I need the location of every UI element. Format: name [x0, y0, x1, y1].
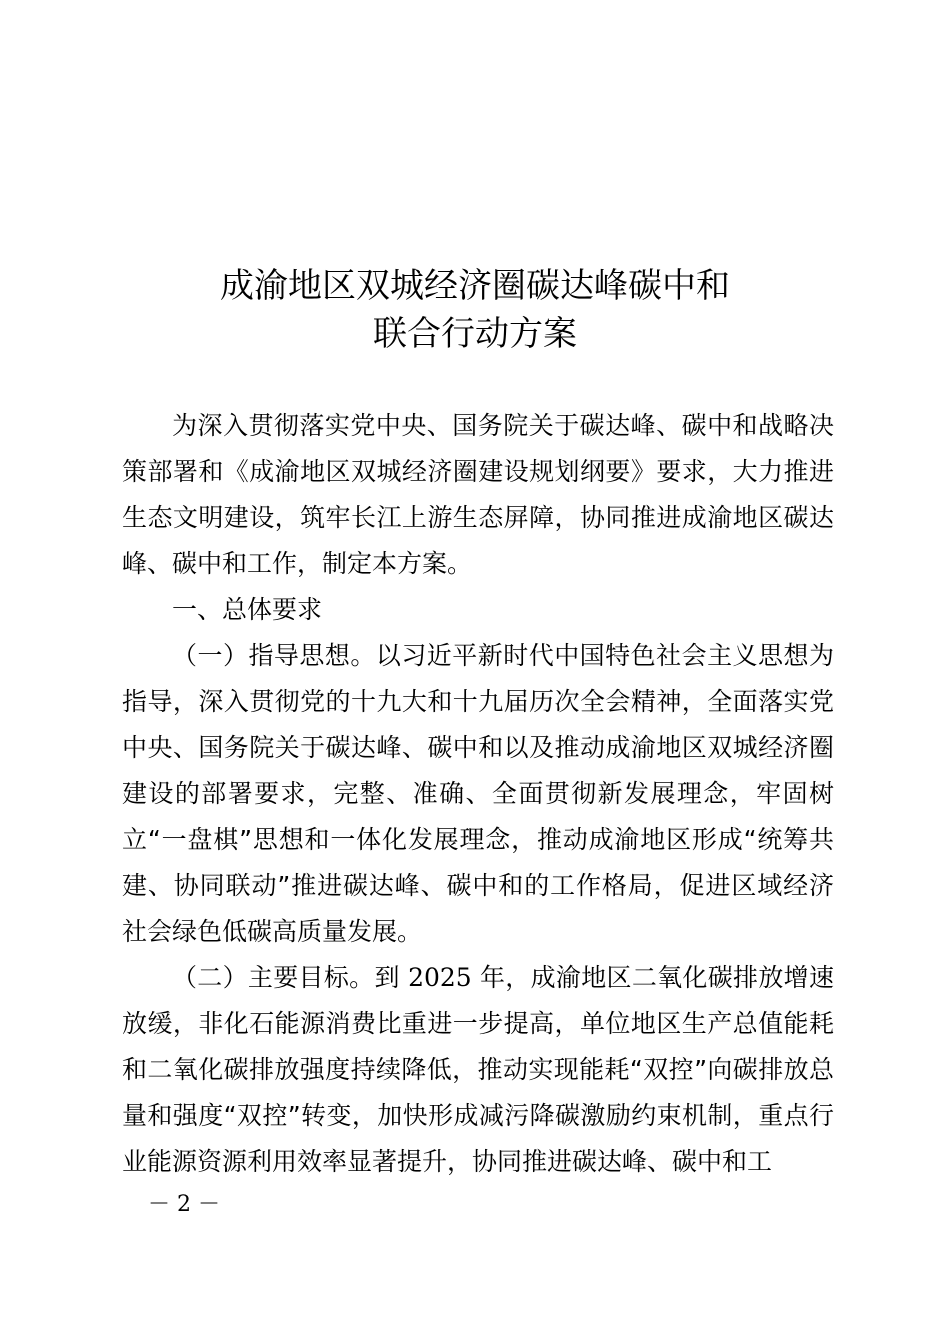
guiding-thought-paragraph: （一）指导思想。以习近平新时代中国特色社会主义思想为指导，深入贯彻党的十九大和十九届历次全会精神，全面落实党中央、国务院关于碳达峰、碳中和以及推动成渝地区双城经济圈建设的部署要求，完整、准确、全面贯彻新发展理念，牢固树立“一盘棋”思想和一体化发展理念，推动成渝地区形成“统筹共建、协同联动”推进碳达峰、碳中和的工作格局，促进区域经济社会绿色低碳高质量发展。: [122, 641, 834, 946]
document-title: [0, 262, 950, 358]
document-body: [122, 403, 834, 1185]
target-year: 2025: [408, 963, 472, 992]
page-number: － 2 －: [148, 1192, 220, 1217]
intro-paragraph: 为深入贯彻落实党中央、国务院关于碳达峰、碳中和战略决策部署和《成渝地区双城经济圈建设规划纲要》要求，大力推进生态文明建设，筑牢长江上游生态屏障，协同推进成渝地区碳达峰、碳中和工作，制定本方案。: [122, 411, 834, 578]
title-line-2: 联合行动方案: [373, 314, 577, 354]
main-goals-text: 年，成渝地区二氧化碳排放增速放缓，非化石能源消费比重进一步提高，单位地区生产总值能耗和二氧化碳排放强度持续降低，推动实现能耗“双控”向碳排放总量和强度“双控”转变，加快形成减污降碳激励约束机制，重点行业能源资源利用效率显著提升，协同推进碳达峰、碳中和工: [122, 963, 834, 1176]
main-goals-paragraph: [122, 955, 834, 1185]
title-line-1: 成渝地区双城经济圈碳达峰碳中和: [220, 266, 730, 306]
section-heading-general-requirements: 一、总体要求: [172, 595, 323, 624]
main-goals-lead: （二）主要目标。到: [172, 963, 400, 992]
